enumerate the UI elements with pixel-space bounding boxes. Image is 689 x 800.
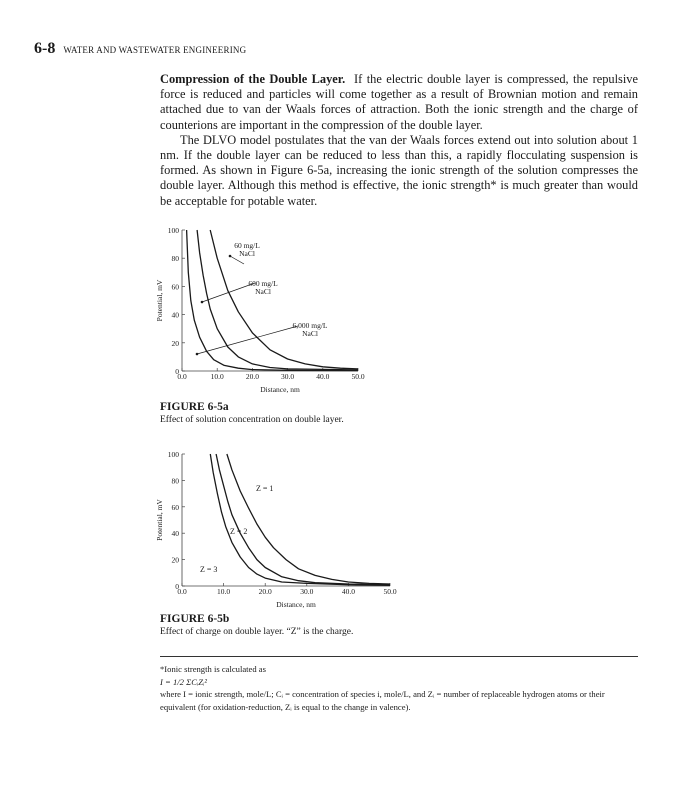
y-tick-label: 20 [171, 338, 179, 348]
y-tick-label: 40 [171, 529, 179, 539]
y-tick-label: 20 [171, 555, 179, 565]
x-tick-label: 40.0 [341, 587, 355, 596]
series-line-1 [210, 230, 358, 369]
running-title: WATER AND WASTEWATER ENGINEERING [63, 45, 247, 55]
page-header [34, 40, 246, 58]
x-tick-label: 40.0 [316, 372, 330, 381]
y-tick-label: 40 [171, 310, 179, 320]
annotation-arrowhead-2 [201, 301, 204, 304]
y-tick-label: 0 [175, 367, 179, 376]
annotation-label-3-line1: 6,000 mg/L [292, 321, 328, 330]
figure-6-5a-caption: Effect of solution concentration on double layer. [160, 415, 344, 425]
y-tick-label: 60 [171, 502, 179, 512]
y-tick-label: 80 [171, 476, 179, 486]
footnote-where: where I = ionic strength, mole/L; Cᵢ = concentration of species i, mole/L, and Zᵢ = number of replaceable hydrogen atoms or their equivalent (for oxidation-reduction, Zᵢ is equal to the change in valence). [160, 689, 605, 712]
annotation-label-1-line2: NaCl [239, 249, 255, 258]
y-tick-label: 60 [171, 282, 179, 292]
annotation-label-3-line2: NaCl [302, 329, 318, 338]
run-in-heading: Compression of the Double Layer. [160, 72, 346, 86]
x-tick-label: 20.0 [245, 372, 259, 381]
x-tick-label: 20.0 [258, 587, 272, 596]
x-tick-label: 50.0 [351, 372, 365, 381]
body-text [160, 72, 638, 209]
series-line-1 [227, 454, 390, 584]
figure-6-5a-chart [150, 222, 390, 402]
x-tick-label: 50.0 [383, 587, 397, 596]
annotation-arrowhead-1 [229, 255, 232, 258]
x-axis-label: Distance, nm [276, 600, 316, 609]
annotation-arrowhead-3 [196, 353, 199, 356]
y-tick-label: 0 [175, 582, 179, 591]
x-axis-label: Distance, nm [260, 385, 300, 394]
footnote-rule [160, 656, 638, 657]
x-tick-label: 10.0 [210, 372, 224, 381]
annotation-label-2-line2: NaCl [255, 287, 271, 296]
figure-6-5b-caption: Effect of charge on double layer. “Z” is the charge. [160, 627, 354, 637]
annotation-label-1-line1: 60 mg/L [234, 241, 260, 250]
page-number: 6-8 [34, 40, 56, 57]
series-line-3 [210, 454, 390, 585]
annotation-2: Z = 2 [230, 527, 248, 536]
annotation-leader-3 [197, 326, 298, 354]
y-tick-label: 100 [167, 450, 179, 459]
figure-6-5a-title: FIGURE 6-5a [160, 401, 229, 413]
paragraph-2: The DLVO model postulates that the van der Waals forces extend out into solution about 1 nm. If the double layer can be reduced to less than this, a rapidly flocculating suspension is formed. As shown in Figure 6-5a, increasing the ionic strength of the solution compresses the double layer. Although this method is effective, the ionic strength* is much greater than would be acceptable for potable water. [160, 132, 638, 208]
series-line-2 [216, 454, 390, 585]
y-tick-label: 100 [167, 226, 179, 235]
figure-6-5b-chart [150, 446, 420, 614]
footnote [160, 663, 640, 713]
x-tick-label: 0.0 [177, 587, 187, 596]
paragraph-1 [160, 72, 638, 133]
annotation-3: Z = 3 [200, 565, 218, 574]
x-tick-label: 30.0 [300, 587, 314, 596]
x-tick-label: 10.0 [217, 587, 231, 596]
annotation-1: Z = 1 [256, 484, 274, 493]
annotation-label-2-line1: 600 mg/L [248, 279, 278, 288]
y-axis-label: Potential, mV [155, 499, 164, 541]
x-tick-label: 0.0 [177, 372, 187, 381]
series-line-2 [197, 230, 358, 370]
figure-6-5b-title: FIGURE 6-5b [160, 613, 230, 625]
footnote-intro: *Ionic strength is calculated as [160, 664, 266, 674]
y-axis-label: Potential, mV [155, 279, 164, 322]
x-tick-label: 30.0 [281, 372, 295, 381]
paragraph-1-text: If the electric double layer is compressed, the repulsive force is reduced and particles will come together as a result of Brownian motion and remain attached due to van der Waals forces of attraction. Both the ionic strength and the charge of counterions are important in the compression of the double layer. [160, 72, 638, 132]
y-tick-label: 80 [171, 254, 179, 264]
footnote-equation: I = 1/2 ΣCᵢZᵢ² [160, 676, 208, 687]
annotation-leader-2 [202, 283, 255, 302]
